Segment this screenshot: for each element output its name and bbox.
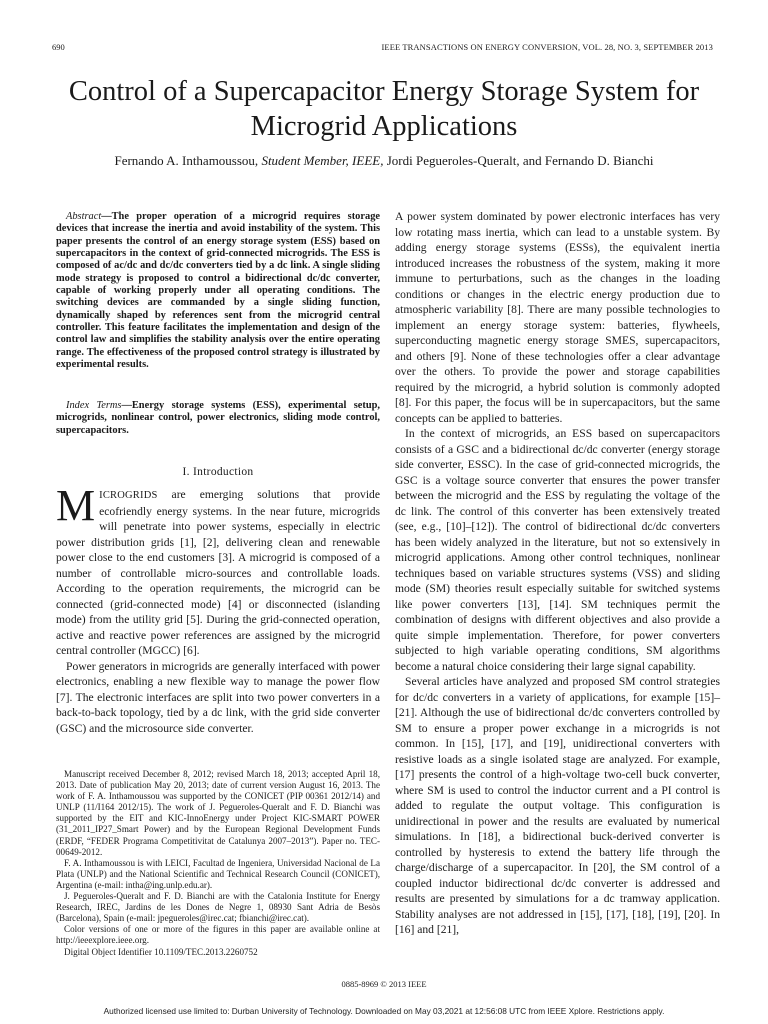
author-1: Fernando A. Inthamoussou,: [114, 153, 259, 168]
page-number: 690: [52, 42, 65, 52]
right-paragraph-3: Several articles have analyzed and proposed SM control strategies for dc/dc converters in a variety of applications, for example [15]–[21]. Although the use of bidirectional dc/dc converters controlled by SM to ensure a proper power exchange in a microgrids is not common. In [15], [17], and [19], unidirectional converters with resistive loads as a single isolated stage are analyzed. For example, [17] presents the control of a high-voltage two-cell buck converter, where SM is used to control the inductor current and a PI control is added to regulate the output voltage. This configuration is unidirectional in power and the results are evaluated by numerical simulations. In [18], a bidirectional buck-derived converter is controlled by hysteresis to extend the battery life through the charge/discharge of a supercapacitor. In [20], the SM control of a coupled inductor bidirectional dc/dc converter is addressed and results are presented by simulations for a dc tramway application. Stability analyses are not addressed in [15], [17], [18], [19], [20]. In [16] and [21],: [395, 675, 720, 936]
index-terms: [56, 400, 380, 437]
right-paragraph-2: In the context of microgrids, an ESS based on supercapacitors consists of a GSC and a bidirectional dc/dc converter (energy storage side converter, ESSC). In the case of grid-connected microgrids, the GSC is a voltage source converter that ensures the power transfer between the microgrid and the ESS by regulating the voltage of the dc link. The control of this converter has been extensively treated (see, e.g., [10]–[12]). The control of bidirectional dc/dc converters has been widely analyzed in the literature, but not so extensively in microgrid applications. Among other control techniques, nonlinear techniques based on variable structures systems (VSS) and sliding mode (SM) theories result especially suitable for switched systems like power converters [13], [14]. SM techniques permit the combination of designs with different objectives and also provide a quite simple implementation. Therefore, for power converters subjected to high variable operating conditions, SM algorithms become a natural choice considering their large signal capability.: [395, 427, 720, 673]
right-paragraph-1: A power system dominated by power electronic interfaces has very low rotating mass inertia, which can lead to a unstable system. By adding energy storage systems (ESSs), the equivalent inertia introduced increases the robustness of the system, making it more immune to perturbations, such as the changes in the loading conditions or changes in the electric energy production due to atmospheric variability [8]. There are many possible technologies to implement an energy storage system: batteries, flywheels, superconducting magnetic energy storage SMES, supercapacitors, and others [9]. None of these technologies offer a clear advantage over the others. To provide the power and storage capabilities required by the microgrid, a hybrid solution is commonly adopted [8]. For this paper, the focus will be in supercapacitors, but the same concepts can be applied to batteries.: [395, 210, 720, 425]
right-column: [395, 209, 720, 938]
abstract: [56, 211, 380, 371]
index-terms-label: Index Terms: [66, 400, 122, 411]
footnotes: [56, 769, 380, 958]
intro-paragraph-2: Power generators in microgrids are generally interfaced with power electronics, enabling a new flexible way to manage the power flow [7]. The electronic interfaces are split into two power converters in a back-to-back topology, tied by a dc link, with the grid side converter (GSC) and the microsource side converter.: [56, 659, 380, 735]
section-heading-introduction: I. Introduction: [182, 466, 254, 478]
index-terms-text: —Energy storage systems (ESS), experimental setup, microgrids, nonlinear control, power electronics, sliding mode control, supercapacitors.: [56, 400, 380, 436]
footnote-affiliation-1: F. A. Inthamoussou is with LEICI, Facultad de Ingeniera, Universidad Nacional de La Plata (UNLP) and the National Scientific and Technical Research Council (CONICET), Argentina (e-mail: intha@ing.unlp.edu.ar).: [56, 857, 380, 890]
other-authors: Jordi Pegueroles-Queralt, and Fernando D. Bianchi: [386, 153, 654, 168]
footnote-color-versions: Color versions of one or more of the figures in this paper are available online at http://ieeexplore.ieee.org.: [56, 924, 380, 946]
drop-cap: M: [56, 481, 96, 530]
intro-first-word: ICROGRIDS: [99, 490, 158, 501]
author-1-membership: Student Member, IEEE,: [261, 153, 384, 168]
abstract-label: Abstract: [66, 211, 102, 222]
footnote-affiliation-2: J. Pegueroles-Queralt and F. D. Bianchi are with the Catalonia Institute for Energy Research, IREC, Jardins de les Dones de Negre 1, 08930 Sant Adria de Besòs (Barcelona), Spain (e-mail: jpegueroles@irec.cat; fbianchi@irec.cat).: [56, 891, 380, 924]
introduction-left-column: [56, 481, 380, 736]
paper-title: Control of a Supercapacitor Energy Storage System for Microgrid Applications: [68, 76, 700, 142]
author-line: [30, 153, 738, 169]
abstract-text: —The proper operation of a microgrid requires storage devices that increase the inertia and avoid instability of the system. This paper presents the control of an energy storage system (ESS) based on supercapacitors in the context of grid-connected microgrids. The ESS is composed of ac/dc and dc/dc converters tied by a dc link. A single sliding mode strategy is proposed to control a bidirectional dc/dc converter, capable of working properly under all operating conditions. The switching devices are commanded by a single sliding function, dynamically shaped by references sent from the microgrid central controller. This feature facilitates the implementation and design of the control law and simplifies the stability analysis over the entire operating range. The effectiveness of the proposed control strategy is illustrated by experimental results.: [56, 211, 380, 371]
footnote-manuscript: Manuscript received December 8, 2012; revised March 18, 2013; accepted April 18, 2013. Date of publication May 20, 2013; date of current version August 16, 2013. The work of F. A. Inthamoussou was supported by the CONICET (PIP 00361 2012/14) and UNLP (11/I164 2012/15). The work of J. Pegueroles-Queralt and F. D. Bianchi was supported by the EIT and KIC-InnoEnergy under Project KIC-SMART POWER (31_2011_IP27_Smart Power) and by the European Regional Development Funds (ERDF, “FEDER Programa Competitivitat de Catalunya 2007–2013”). Paper no. TEC-00649-2012.: [56, 769, 380, 857]
license-notice: Authorized licensed use limited to: Durban University of Technology. Downloaded on May 03,2021 at 12:56:08 UTC from IEEE Xplore. Restrictions apply.: [103, 1006, 665, 1016]
issn-copyright: 0885-8969 © 2013 IEEE: [341, 979, 427, 989]
intro-paragraph-1-text: are emerging solutions that provide ecofriendly energy systems. In the near future, microgrids will penetrate into power systems, especially in electric power distribution grids [1], [2], delivering clean and renewable power close to the end customers [3]. A microgrid is composed of a number of controllable micro-sources and controllable loads. According to the operation requirements, the microgrid can be connected (grid-connected mode) [4] or disconnected (islanding mode) from the utility grid [5]. During the grid-connected operation, active and reactive power references are assigned by the microgrid central controller (MGCC) [6].: [56, 488, 380, 657]
intro-paragraph-1: [56, 481, 380, 659]
footnote-doi: Digital Object Identifier 10.1109/TEC.2013.2260752: [64, 946, 258, 957]
journal-header: IEEE TRANSACTIONS ON ENERGY CONVERSION, VOL. 28, NO. 3, SEPTEMBER 2013: [381, 42, 713, 52]
